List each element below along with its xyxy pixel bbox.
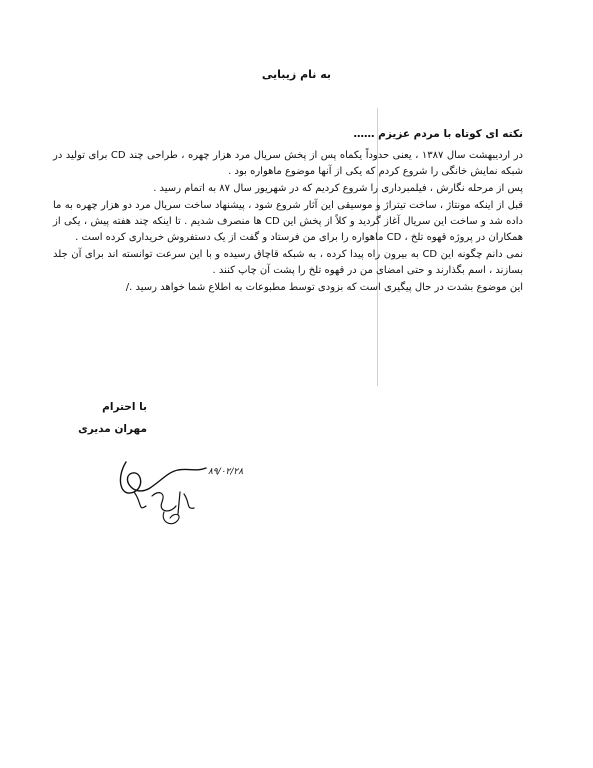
signature-date: ۸۹/۰۲/۲۸ bbox=[208, 467, 244, 477]
paragraph-5: این موضوع بشدت در حال پیگیری است که بزودی توسط مطبوعات به اطلاع شما خواهد رسید ./ bbox=[125, 282, 523, 293]
paragraph-4: نمی دانم چگونه این CD به بیرون راه پیدا کرده ، به شبکه قاچاق رسیده و با این سرعت توانسته اند برای آن جلد بسازند ، اسم بگذارند و حتی امضای من در قهوه تلخ را پشت آن چاپ کنند . bbox=[53, 249, 523, 276]
paragraph-1: در اردیبهشت سال ۱۳۸۷ ، یعنی حدوداً یکماه پس از پخش سریال مرد هزار چهره ، طراحی چند CD برای تولید در شبکه نمایش خانگی را شروع کردم که یکی از آنها موضوع ماهواره بود . bbox=[53, 150, 523, 177]
signer-name: مهران مدیری bbox=[78, 423, 147, 435]
handwritten-signature bbox=[112, 432, 252, 532]
closing-regards: با احترام bbox=[102, 401, 147, 413]
letter-intro: نکته ای کوتاه با مردم عزیزم …… bbox=[353, 128, 523, 140]
paragraph-2: پس از مرحله نگارش ، فیلمبرداری را شروع کردیم که در شهریور سال ۸۷ به اتمام رسید . bbox=[153, 183, 523, 194]
paragraph-3: قبل از اینکه مونتاژ ، ساخت تیتراژ و موسیقی این آثار شروع شود ، پیشنهاد ساخت سریال مرد دو هزار چهره به ما داده شد و ساخت این سریال آغاز گردید و کلاً از پخش این CD ها منصرف شدیم . تا اینکه چند هفته پیش ، یکی از همکاران در پروژه قهوه تلخ ، CD ماهواره را برای من فرستاد و گفت از یک دستفروش خریداری کرده است . bbox=[53, 200, 523, 243]
letter-body bbox=[53, 148, 523, 297]
letter-heading: به نام زیبایی bbox=[261, 68, 332, 81]
